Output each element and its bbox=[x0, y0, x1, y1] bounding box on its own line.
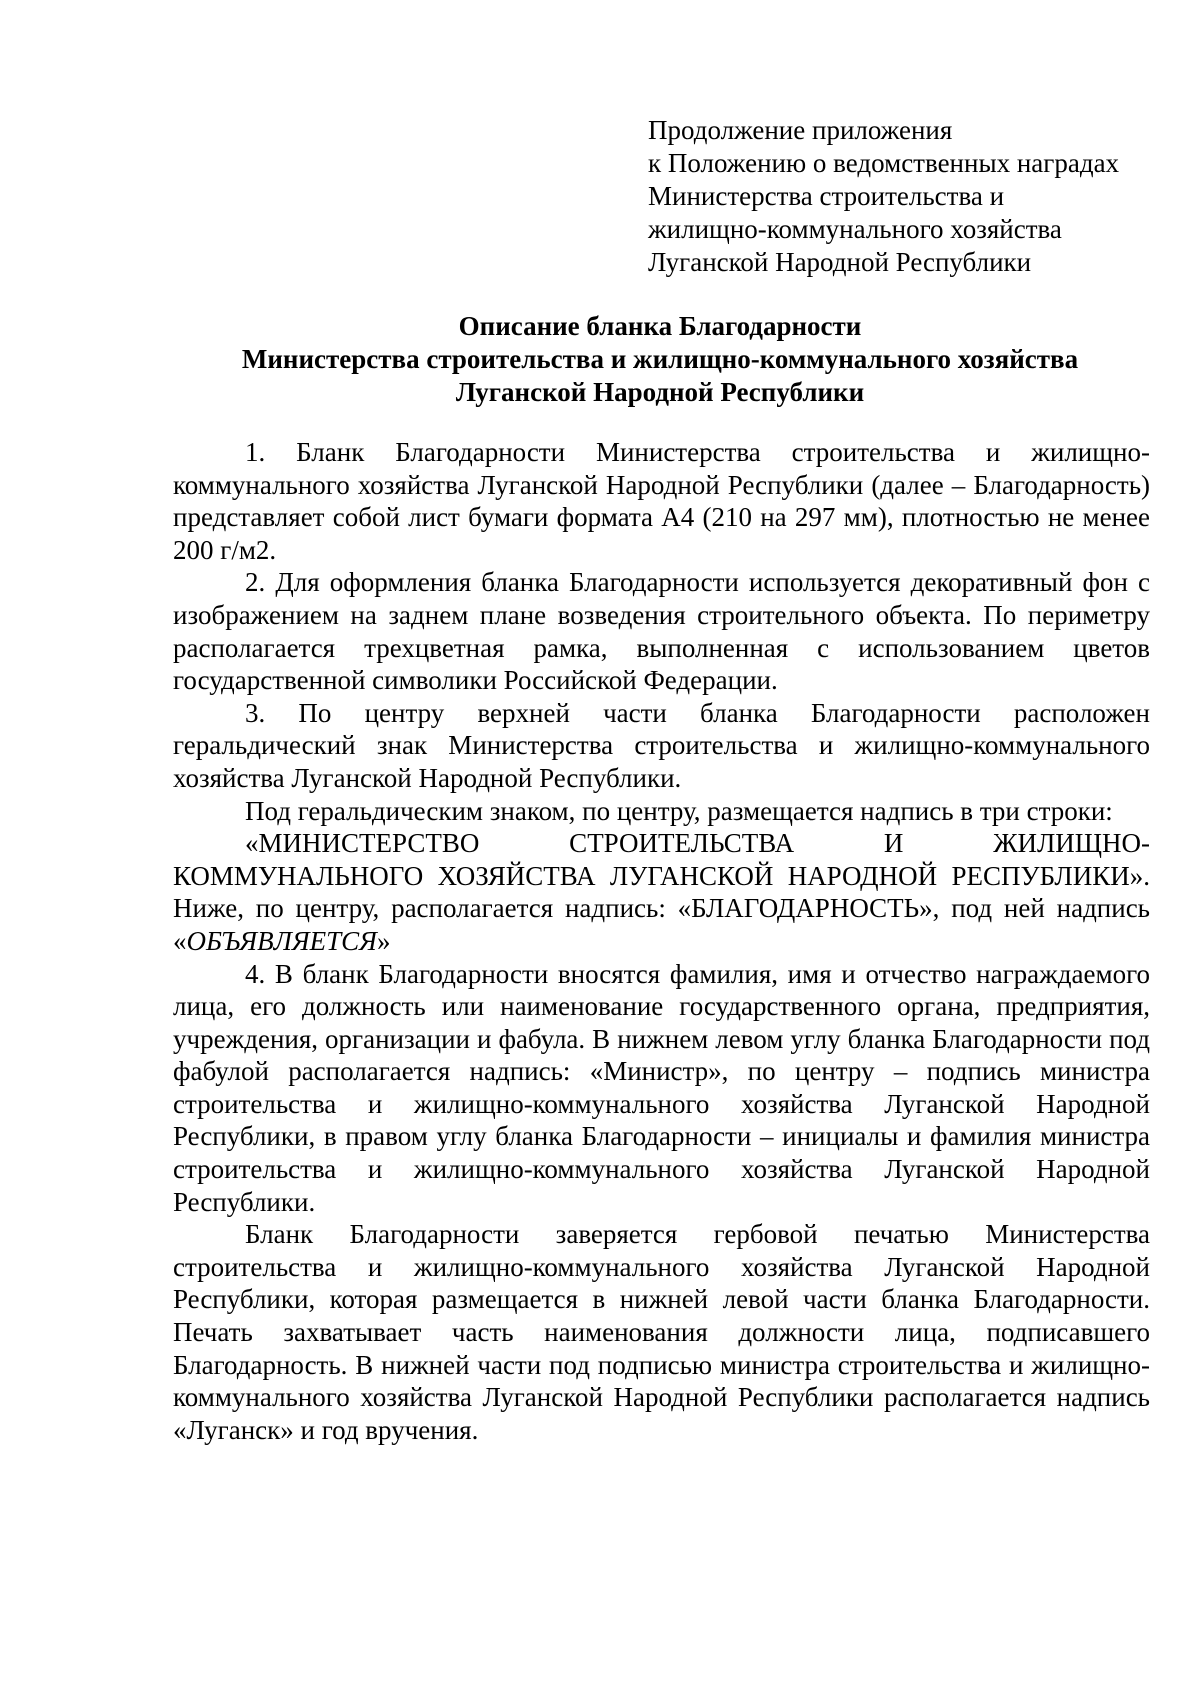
paragraph-2: 2. Для оформления бланка Благодарности используется декоративный фон с изображением на заднем плане возведения строительного объекта. По периметру располагается трехцветная рамка, выполненная с использованием цветов государственной символики Российской Федерации. bbox=[173, 567, 1150, 696]
paragraph-5 bbox=[173, 827, 1150, 957]
annex-line: Луганской Народной Республики bbox=[648, 247, 1032, 277]
document-title bbox=[170, 310, 1150, 409]
annex-line: жилищно-коммунального хозяйства bbox=[648, 214, 1062, 244]
annex-header bbox=[648, 114, 1168, 279]
paragraph-6: 4. В бланк Благодарности вносятся фамилия, имя и отчество награждаемого лица, его должность или наименование государственного органа, предприятия, учреждения, организации и фабула. В нижнем левом углу бланка Благодарности под фабулой располагается надпись: «Министр», по центру – подпись министра строительства и жилищно-коммунального хозяйства Луганской Народной Республики, в правом углу бланка Благодарности – инициалы и фамилия министра строительства и жилищно-коммунального хозяйства Луганской Народной Республики. bbox=[173, 958, 1150, 1217]
annex-line: к Положению о ведомственных наградах bbox=[648, 148, 1120, 178]
paragraph-5-italic: ОБЪЯВЛЯЕТСЯ bbox=[186, 925, 377, 956]
paragraph-5-text: «МИНИСТЕРСТВО СТРОИТЕЛЬСТВА И ЖИЛИЩНО-КОММУНАЛЬНОГО ХОЗЯЙСТВА ЛУГАНСКОЙ НАРОДНОЙ РЕСПУБЛИКИ». Ниже, по центру, располагается надпись: «БЛАГОДАРНОСТЬ», под ней надпись « bbox=[173, 828, 1150, 956]
paragraph-7: Бланк Благодарности заверяется гербовой печатью Министерства строительства и жилищно-коммунального хозяйства Луганской Народной Республики, которая размещается в нижней левой части бланка Благодарности. Печать захватывает часть наименования должности лица, подписавшего Благодарность. В нижней части под подписью министра строительства и жилищно-коммунального хозяйства Луганской Народной Республики располагается надпись «Луганск» и год вручения. bbox=[173, 1219, 1150, 1445]
annex-line: Министерства строительства и bbox=[648, 181, 1005, 211]
title-line: Описание бланка Благодарности bbox=[458, 311, 862, 341]
title-line: Министерства строительства и жилищно-коммунального хозяйства bbox=[241, 344, 1079, 374]
title-line: Луганской Народной Республики bbox=[455, 377, 865, 407]
document-body bbox=[173, 436, 1150, 1446]
paragraph-4: Под геральдическим знаком, по центру, размещается надпись в три строки: bbox=[245, 795, 1113, 826]
paragraph-1: 1. Бланк Благодарности Министерства строительства и жилищно-коммунального хозяйства Луганской Народной Республики (далее – Благодарность) представляет собой лист бумаги формата А4 (210 на 297 мм), плотностью не менее 200 г/м2. bbox=[173, 437, 1150, 565]
paragraph-3: 3. По центру верхней части бланка Благодарности расположен геральдический знак Министерства строительства и жилищно-коммунального хозяйства Луганской Народной Республики. bbox=[173, 697, 1150, 793]
paragraph-5-end: » bbox=[376, 925, 391, 956]
annex-line: Продолжение приложения bbox=[648, 115, 953, 145]
